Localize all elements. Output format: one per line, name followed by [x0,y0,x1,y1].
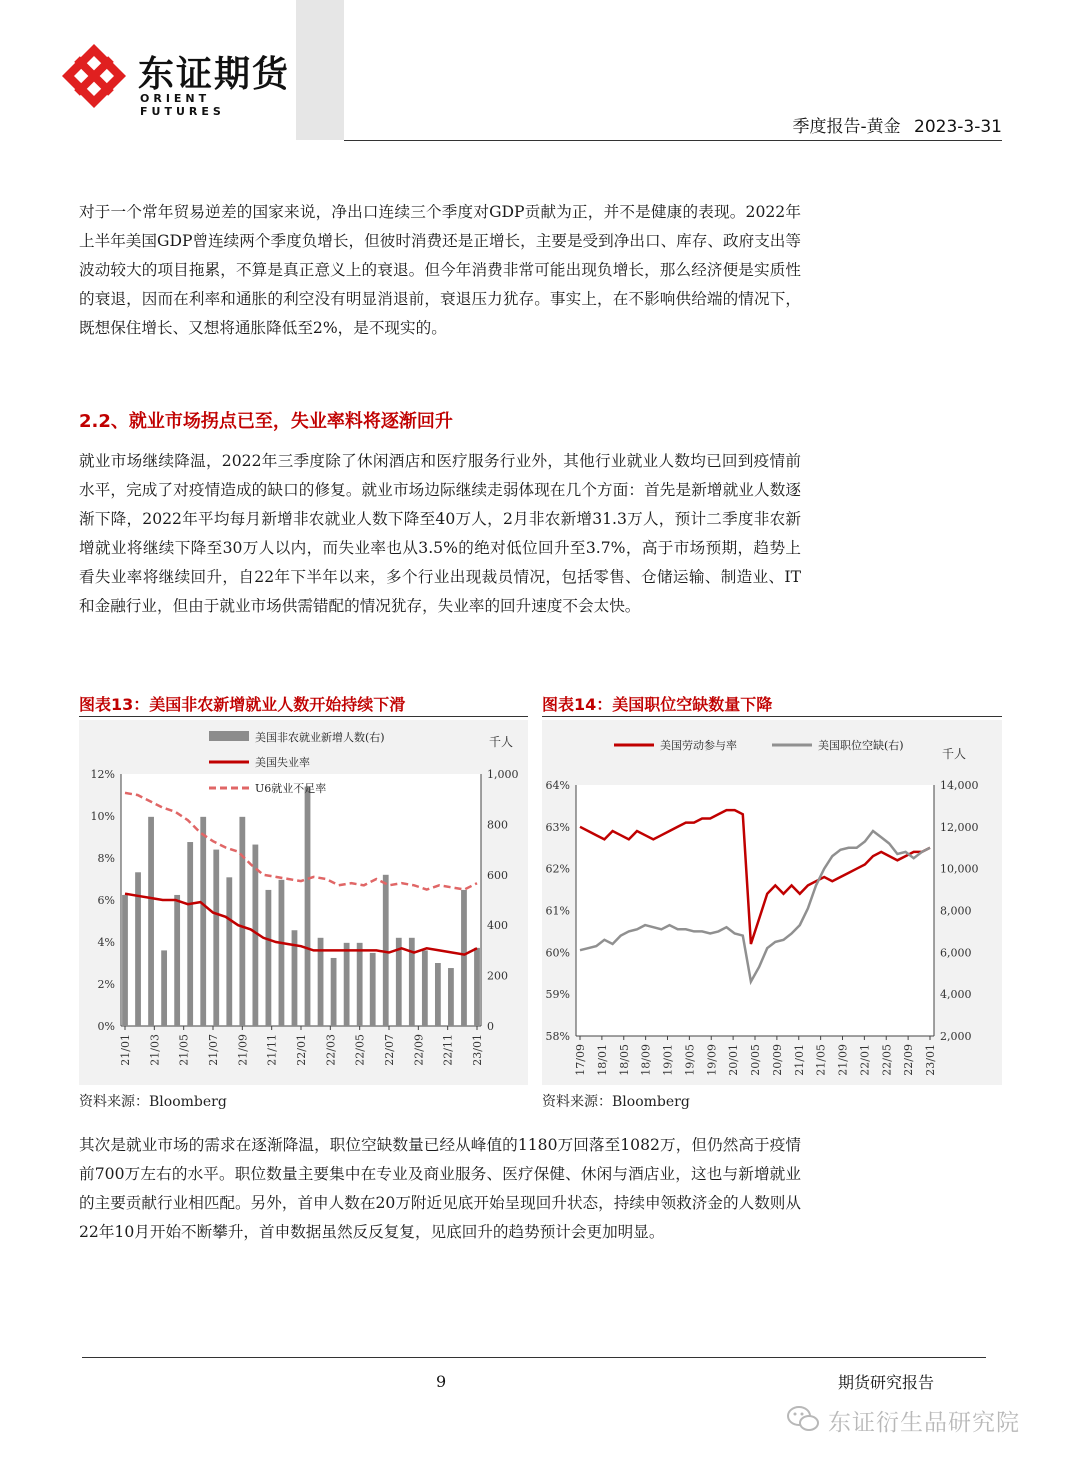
bar-mark [448,968,454,1026]
x-tick-label: 18/01 [595,1044,609,1076]
x-tick-label: 22/01 [295,1034,308,1066]
figure-13-divider [79,716,528,717]
figure-13-source: 资料来源：Bloomberg [79,1094,227,1110]
report-header [792,112,1002,137]
bar-mark [122,895,128,1026]
y-right-tick-label: 6,000 [940,946,972,960]
x-tick-label: 21/03 [148,1034,162,1066]
y-left-tick-label: 58% [545,1030,570,1043]
logo-english-name: ORIENT FUTURES [140,92,225,118]
legend-label: 美国职位空缺(右) [818,739,904,752]
y-left-tick-label: 12% [90,768,115,781]
paragraph-labor-market: 就业市场继续降温，2022年三季度除了休闲酒店和医疗服务行业外，其他行业就业人数均已回到疫情前水平，完成了对疫情造成的缺口的修复。就业市场边际继续走弱体现在几个方面：首先是新增就业人数逐渐下降，2022年平均每月新增非农就业人数下降至40万人，2月非农新增31.3万人，预计二季度非农新增就业将继续下降至30万人以内，而失业率也从3.5%的绝对低位回升至3.7%，高于市场预期，趋势上看失业率将继续回升，自22年下半年以来，多个行业出现裁员情况，包括零售、仓储运输、制造业、IT和金融行业，但由于就业市场供需错配的情况犹存，失业率的回升速度不会太快。 [79,452,801,615]
bar-mark [305,787,311,1026]
bar-mark [435,963,441,1026]
legend-label: 美国劳动参与率 [660,739,737,752]
y-right-tick-label: 1,000 [487,768,519,781]
y-left-tick-label: 59% [545,988,570,1002]
x-tick-label: 21/05 [814,1044,828,1076]
footer-divider [82,1357,986,1358]
bar-mark [461,890,467,1026]
report-type: 季度报告-黄金 [792,117,901,137]
x-tick-label: 22/05 [880,1044,894,1076]
figure-14-source: 资料来源：Bloomberg [542,1094,690,1110]
y-left-tick-label: 63% [545,820,570,834]
x-tick-label: 19/01 [661,1044,675,1076]
x-tick-label: 23/01 [471,1034,484,1066]
watermark-text: 东证衍生品研究院 [828,1410,1020,1436]
company-logo [60,42,300,118]
logo-mark-icon [60,42,128,110]
bar-mark [226,877,232,1026]
x-tick-label: 20/05 [749,1044,762,1076]
watermark [786,1402,1056,1438]
wechat-icon [786,1404,820,1434]
y-right-tick-label: 4,000 [940,988,972,1002]
legend-label: 美国失业率 [255,756,310,769]
footer-label: 期货研究报告 [838,1373,935,1392]
y-right-tick-label: 600 [487,868,508,882]
y-right-tick-label: 8,000 [940,904,972,918]
y-left-tick-label: 62% [545,862,570,876]
y-right-unit: 千人 [489,735,514,749]
bar-mark [357,943,363,1026]
y-right-tick-label: 12,000 [940,820,979,834]
bar-mark [344,943,350,1026]
x-tick-label: 21/05 [177,1034,191,1066]
x-tick-label: 18/05 [617,1044,631,1076]
legend-label: 美国非农就业新增人数(右) [255,731,385,744]
y-right-unit: 千人 [942,747,967,761]
x-tick-label: 22/07 [383,1034,396,1066]
y-left-tick-label: 61% [545,904,570,918]
x-tick-label: 22/09 [412,1034,426,1066]
bar-mark [370,953,376,1026]
bar-mark [161,950,167,1026]
legend-label: U6就业不足率 [255,782,327,795]
x-tick-label: 20/09 [770,1044,784,1076]
x-tick-label: 21/09 [236,1034,250,1066]
figure-14-divider [542,716,1002,717]
x-tick-label: 22/11 [441,1034,455,1066]
x-tick-label: 22/05 [353,1034,367,1066]
x-tick-label: 21/01 [792,1044,806,1076]
section-title: 2.2、就业市场拐点已至，失业率料将逐渐回升 [79,411,453,432]
x-tick-label: 22/01 [858,1044,872,1076]
y-left-tick-label: 8% [97,852,115,865]
bar-mark [266,890,272,1026]
x-tick-label: 19/09 [705,1044,719,1076]
bar-mark [174,895,180,1026]
bar-mark [200,817,206,1026]
x-tick-label: 18/09 [639,1044,653,1076]
x-tick-label: 20/01 [727,1044,741,1076]
logo-chinese-name: 东证期货 [138,54,291,95]
header-divider [344,140,1002,141]
legend-swatch [209,731,249,741]
chart-14-svg [542,720,1002,1085]
y-left-tick-label: 0% [97,1020,115,1033]
chart-13-svg [79,720,528,1085]
figure-13-title: 图表13：美国非农新增就业人数开始持续下滑 [79,695,406,714]
x-tick-label: 22/03 [324,1034,338,1066]
chart-job-openings [542,720,1002,1085]
y-right-tick-label: 200 [487,969,508,983]
y-left-tick-label: 64% [545,779,570,792]
bar-mark [474,948,480,1026]
y-left-tick-label: 10% [90,810,115,823]
paragraph-gdp: 对于一个常年贸易逆差的国家来说，净出口连续三个季度对GDP贡献为正，并不是健康的表现。2022年上半年美国GDP曾连续两个季度负增长，但彼时消费还是正增长，主要是受到净出口、库存、政府支出等波动较大的项目拖累，不算是真正意义上的衰退。但今年消费非常可能出现负增长，那么经济便是实质性的衰退，因而在利率和通胀的利空没有明显消退前，衰退压力犹存。事实上，在不影响供给端的情况下，既想保住增长、又想将通胀降低至2%，是不现实的。 [79,203,801,337]
y-right-tick-label: 0 [487,1020,494,1033]
page-number: 9 [436,1372,447,1391]
y-right-tick-label: 10,000 [940,862,979,876]
x-tick-label: 21/07 [207,1034,220,1066]
chart-nonfarm-payrolls [79,720,528,1085]
y-left-tick-label: 2% [97,978,115,991]
paragraph-job-openings: 其次是就业市场的需求在逐渐降温，职位空缺数量已经从峰值的1180万回落至1082万，但仍然高于疫情前700万左右的水平。职位数量主要集中在专业及商业服务、医疗保健、休闲与酒店业，这也与新增就业的主要贡献行业相匹配。另外，首申人数在20万附近见底开始呈现回升状态，持续申领救济金的人数则从22年10月开始不断攀升，首申数据虽然反反复复，见底回升的趋势预计会更加明显。 [79,1136,801,1241]
bar-mark [422,950,428,1026]
x-tick-label: 21/09 [836,1044,850,1076]
bar-mark [187,842,193,1026]
x-tick-label: 19/05 [683,1044,697,1076]
figure-14-title: 图表14：美国职位空缺数量下降 [542,695,773,714]
y-left-tick-label: 6% [97,894,115,907]
plot-area [576,785,934,1036]
y-right-tick-label: 14,000 [940,779,979,792]
x-tick-label: 23/01 [924,1044,937,1076]
x-tick-label: 22/09 [902,1044,916,1076]
bar-mark [239,817,245,1026]
y-right-tick-label: 400 [487,919,508,933]
bar-mark [331,958,337,1026]
bar-mark [279,880,285,1026]
x-tick-label: 21/11 [265,1034,279,1066]
x-tick-label: 21/01 [119,1034,132,1066]
y-left-tick-label: 4% [97,936,115,949]
y-right-tick-label: 2,000 [940,1030,972,1043]
header-gray-band [296,0,344,140]
bar-mark [148,817,154,1026]
report-date: 2023-3-31 [914,117,1002,137]
y-right-tick-label: 800 [487,818,508,832]
x-tick-label: 17/09 [574,1044,587,1076]
y-left-tick-label: 60% [545,946,570,960]
bar-mark [213,850,219,1026]
